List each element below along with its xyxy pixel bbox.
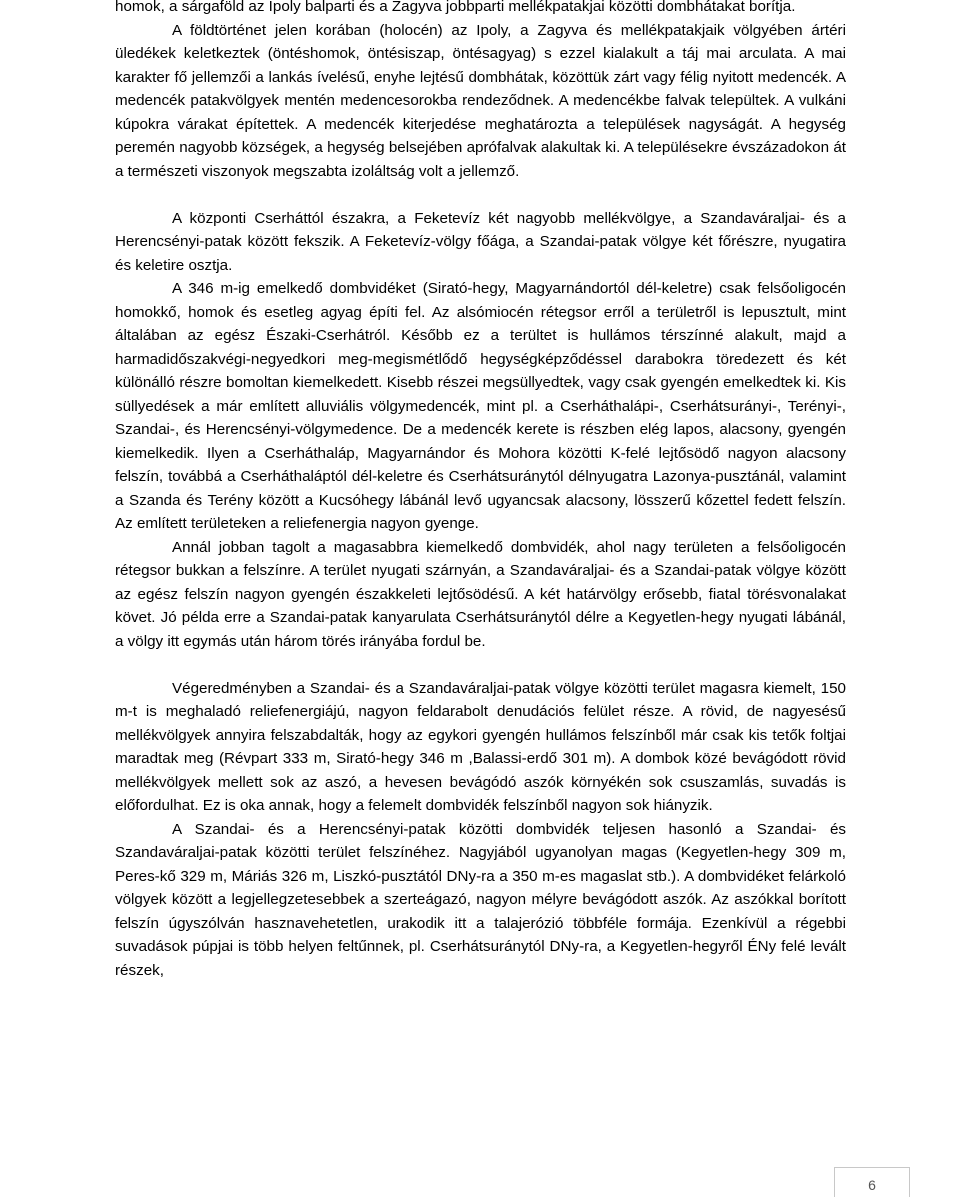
page-number: 6 <box>834 1167 910 1197</box>
paragraph-sediments: homok, a sárgaföld az Ipoly balparti és a Zagyva jobbparti mellékpatakjai közötti dombhátakat borítja. <box>115 0 796 15</box>
paragraph-vegeredmenyben: Végeredményben a Szandai- és a Szandaváraljai-patak völgye közötti terület magasra kiemelt, 150 m-t is meghaladó reliefenergiájú, nagyon feldarabolt denudációs felület része. A rövid, de nagyesésű mellékvölgyek annyira felszabdalták, hogy az egykori gyengén hullámos felszínből már csak kis tetők foltjai maradtak meg (Révpart 333 m, Sirató-hegy 346 m ,Balassi-erdő 301 m). A dombok közé bevágódott rövid mellékvölgyek mellett sok az aszó, a hevesen bevágódó aszók környékén sok csuszamlás, suvadás is előfordulhat. Ez is oka annak, hogy a felemelt dombvidék felszínből nagyon sok hiányzik. <box>115 679 846 814</box>
paragraph-spacer <box>115 183 846 207</box>
paragraph-herencsenyi: A Szandai- és a Herencsényi-patak közötti dombvidék teljesen hasonló a Szandai- és Szandaváraljai-patak közötti terület felszínéhez. Nagyjából ugyanolyan magas (Kegyetlen-hegy 309 m, Peres-kő 329 m, Máriás 326 m, Liszkó-pusztától DNy-ra a 350 m-es magaslat stb.). A dombvidéket felárkoló völgyek között a legjellegzetesebbek a szerteágazó, nagyon mélyre bevágódott aszók. Az aszókkal borított felszín úgyszólván hasznavehetetlen, urakodik itt a talajerózió többféle formája. Ezenkívül a régebbi suvadások púpjai is több helyen feltűnnek, pl. Cserhátsuránytól DNy-ra, a Kegyetlen-hegyről ÉNy felé levált részek, <box>115 820 846 979</box>
paragraph-spacer <box>115 653 846 677</box>
paragraph-dombvidek-346m: A 346 m-ig emelkedő dombvidéket (Sirató-hegy, Magyarnándortól dél-keletre) csak felsőoligocén homokkő, homok és esetleg agyag építi fel. Az alsómiocén rétegsor erről a területről is lepusztult, mint általában az egész Északi-Cserhátról. Később ez a terültet is hullámos térszínné alakult, majd a harmadidőszakvégi-negyedkori meg-megismétlődő hegységképződéssel darabokra töredezett és két különálló részre bomoltan kiemelkedett. Kisebb részei megsüllyedtek, vagy csak gyengén emelkedtek ki. Kis süllyedések a már említett alluviális völgymedencék, mint pl. a Cserháthalápi-, Cserhátsurányi-, Terényi-, Szandai-, és Herencsényi-völgymedence. De a medencék kerete is részben elég lapos, alacsony, gyengén kiemelkedik. Ilyen a Cserháthaláp, Magyarnándor és Mohora közötti K-felé lejtősödő nagyon alacsony felszín, továbbá a Cserháthaláptól dél-keletre és Cserhátsuránytól délnyugatra Lazonya-pusztánál, valamint a Szanda és Terény között a Kucsóhegy lábánál levő ugyancsak alacsony, lösszerű kőzettel fedett felszín. Az említett területeken a reliefenergia nagyon gyenge. <box>115 280 846 532</box>
paragraph-feketeviz: A központi Cserháttól északra, a Feketevíz két nagyobb mellékvölgye, a Szandaváraljai- és a Herencsényi-patak között fekszik. A Feketevíz-völgy főága, a Szandai-patak völgye két főrészre, nyugatira és keletire osztja. <box>115 209 846 274</box>
document-page <box>115 0 846 982</box>
paragraph-tagolt-dombvidek: Annál jobban tagolt a magasabbra kiemelkedő dombvidék, ahol nagy területen a felsőoligocén rétegsor bukkan a felszínre. A terület nyugati szárnyán, a Szandaváraljai- és a Szandai-patak völgye között az egész felszín nagyon gyengén északkeleti lejtősödésű. A két határvölgy erősebb, fiatal törésvonalakat követ. Jó példa erre a Szandai-patak kanyarulata Cserhátsuránytól délre a Kegyetlen-hegy nyugati lábánál, a völgy itt egymás után három törés irányába fordul be. <box>115 538 846 650</box>
paragraph-holocene: A földtörténet jelen korában (holocén) az Ipoly, a Zagyva és mellékpatakjaik völgyében ártéri üledékek keletkeztek (öntéshomok, öntésiszap, öntésagyag) s ezzel kialakult a táj mai arculata. A mai karakter fő jellemzői a lankás ívelésű, enyhe lejtésű dombhátak, közöttük zárt vagy félig nyitott medencék. A medencék patakvölgyek mentén medencesorokba rendeződnek. A medencékbe falvak települtek. A vulkáni kúpokra várakat építettek. A medencék kiterjedése meghatározta a települések nagyságát. A hegység peremén nagyobb községek, a hegység belsejében aprófalvak alakultak ki. A településekre évszázadokon át a természeti viszonyok megszabta izoláltság volt a jellemző. <box>115 21 846 180</box>
